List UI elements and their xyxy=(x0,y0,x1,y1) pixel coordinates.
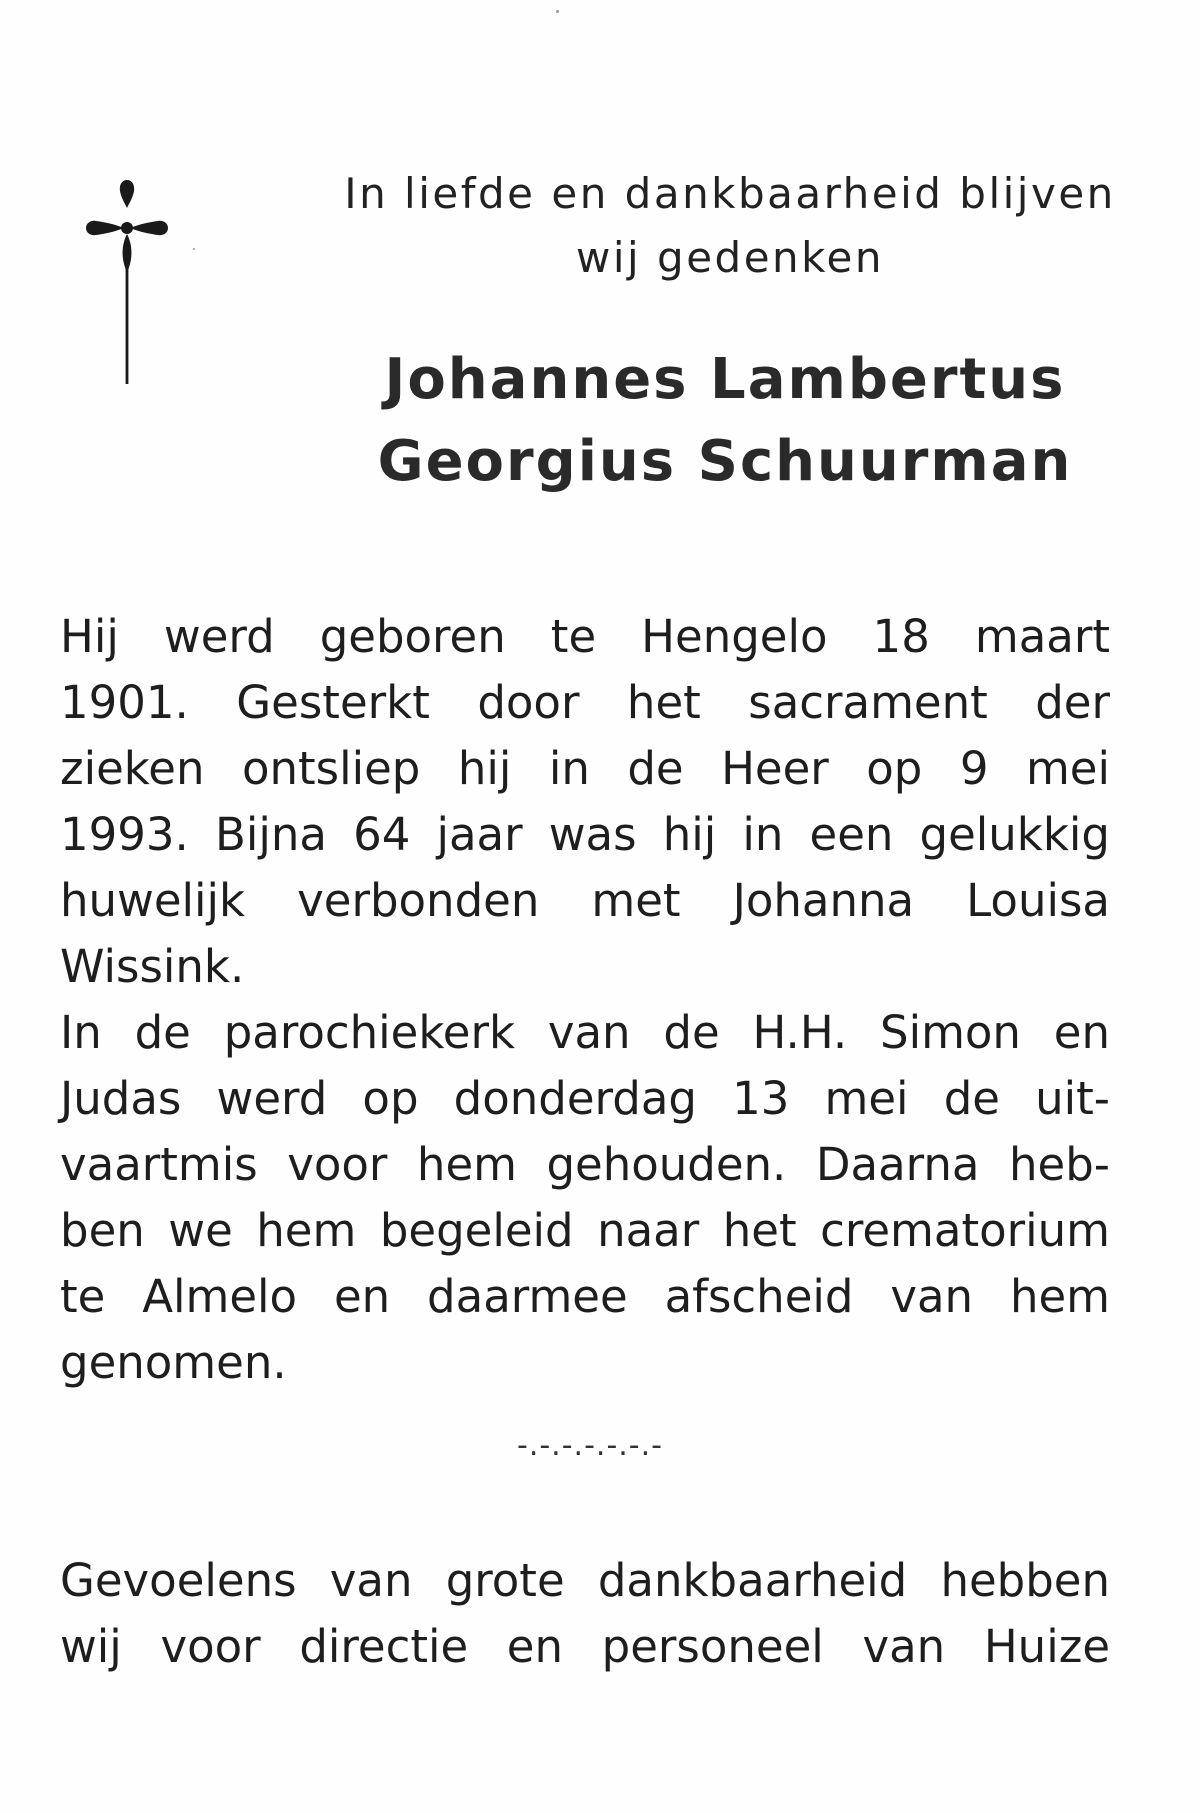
body-line: genomen. xyxy=(60,1336,287,1389)
scan-speck xyxy=(556,10,559,13)
heading-line-1: In liefde en dankbaarheid blijven xyxy=(344,169,1116,218)
body-line: Wissink. xyxy=(60,940,245,993)
body-line: Judas werd op donderdag 13 mei de uit- xyxy=(60,1072,1110,1125)
body-line: zieken ontsliep hij in de Heer op 9 mei xyxy=(60,742,1110,795)
closing-line: Gevoelens van grote dankbaarheid hebben xyxy=(60,1554,1110,1607)
deceased-name-line-2: Georgius Schuurman xyxy=(377,429,1073,494)
body-line: Hij werd geboren te Hengelo 18 maart xyxy=(60,610,1110,663)
deceased-name-line-1: Johannes Lambertus xyxy=(384,347,1066,412)
body-line: 1901. Gesterkt door het sacrament der xyxy=(60,676,1110,729)
body-line: te Almelo en daarmee afscheid van hem xyxy=(60,1270,1110,1323)
scan-speck xyxy=(193,248,195,250)
body-line: huwelijk verbonden met Johanna Louisa xyxy=(60,874,1110,927)
body-line: 1993. Bijna 64 jaar was hij in een gelukkig xyxy=(60,808,1110,861)
heading-line-2: wij gedenken xyxy=(576,233,884,282)
section-separator: -.-.-.-.-.-.- xyxy=(517,1428,663,1463)
body-line: ben we hem begeleid naar het crematorium xyxy=(60,1204,1110,1257)
cross-icon xyxy=(82,176,172,386)
body-line: In de parochiekerk van de H.H. Simon en xyxy=(60,1006,1110,1059)
closing-line: wij voor directie en personeel van Huize xyxy=(60,1620,1110,1673)
body-line: vaartmis voor hem gehouden. Daarna heb- xyxy=(60,1138,1110,1191)
